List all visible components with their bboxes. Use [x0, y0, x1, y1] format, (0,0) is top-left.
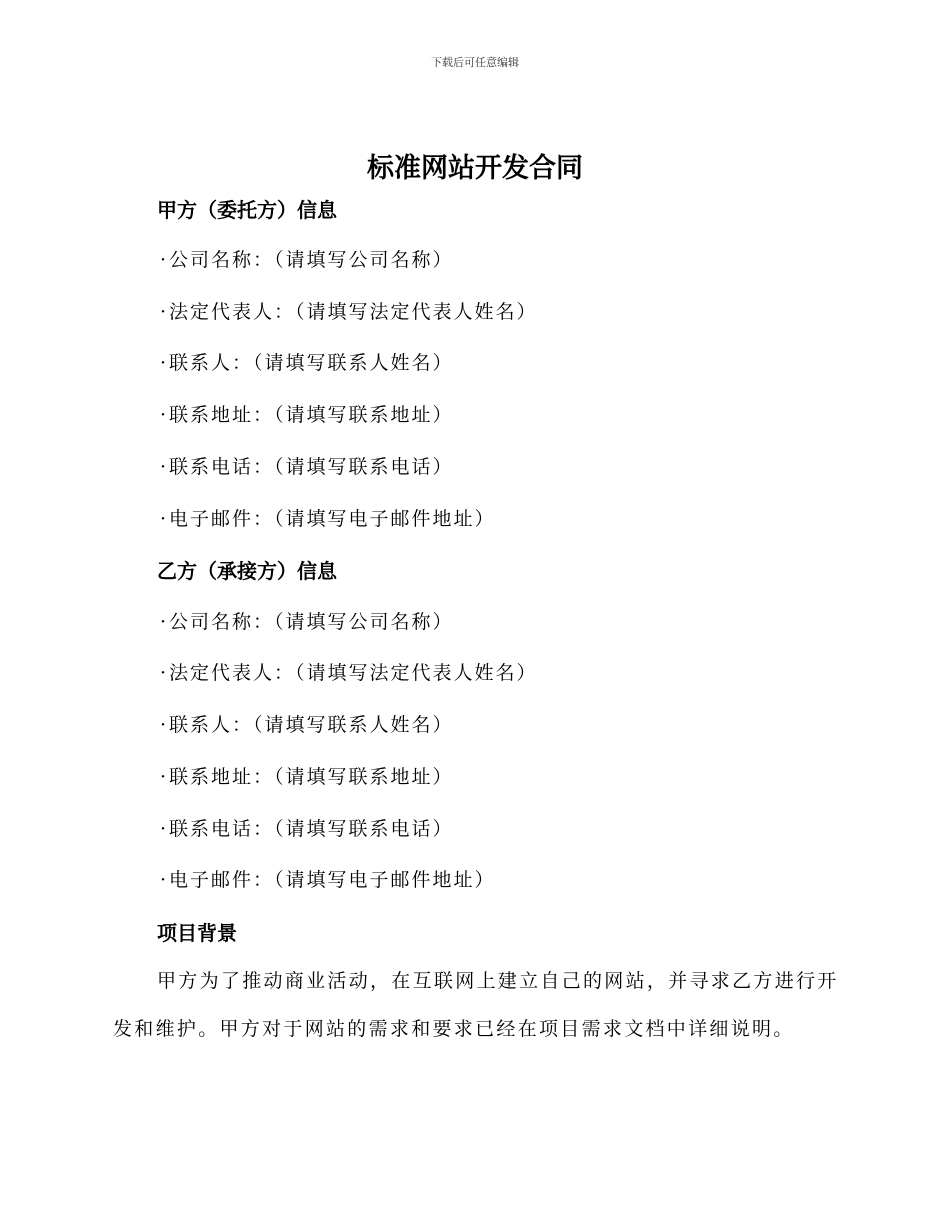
party-a-item [157, 297, 538, 324]
party-a-heading: 甲方（委托方）信息 [157, 198, 337, 222]
background-heading: 项目背景 [157, 921, 237, 945]
bullet-dot: · [159, 869, 167, 891]
party-a-item [157, 245, 454, 272]
bullet-dot: · [159, 766, 167, 788]
bullet-dot: · [159, 456, 167, 478]
party-a-item-text: 公司名称：（请填写公司名称） [169, 249, 454, 271]
party-b-item [157, 607, 454, 634]
party-a-item-text: 法定代表人：（请填写法定代表人姓名） [169, 301, 538, 323]
party-b-item-text: 联系人：（请填写联系人姓名） [169, 714, 454, 736]
party-a-item-text: 电子邮件：（请填写电子邮件地址） [169, 508, 496, 530]
party-a-item-text: 联系电话：（请填写联系电话） [169, 456, 454, 478]
bullet-dot: · [159, 662, 167, 684]
header-note: 下载后可任意编辑 [431, 56, 519, 69]
party-b-item [157, 865, 496, 892]
party-b-item [157, 658, 538, 685]
bullet-dot: · [159, 508, 167, 530]
party-b-item-text: 联系地址：（请填写联系地址） [169, 766, 454, 788]
party-b-item [157, 710, 454, 737]
party-a-item [157, 452, 454, 479]
bullet-dot: · [159, 301, 167, 323]
party-a-item-text: 联系人：（请填写联系人姓名） [169, 352, 454, 374]
party-b-item [157, 814, 454, 841]
party-b-item-text: 电子邮件：（请填写电子邮件地址） [169, 869, 496, 891]
bullet-dot: · [159, 818, 167, 840]
bullet-dot: · [159, 249, 167, 271]
document-title: 标准网站开发合同 [367, 153, 583, 184]
bullet-dot: · [159, 611, 167, 633]
bullet-dot: · [159, 714, 167, 736]
bullet-dot: · [159, 352, 167, 374]
party-a-item [157, 348, 454, 375]
party-b-heading: 乙方（承接方）信息 [157, 559, 337, 583]
party-a-item [157, 504, 496, 531]
bullet-dot: · [159, 404, 167, 426]
party-b-item-text: 公司名称：（请填写公司名称） [169, 611, 454, 633]
party-b-item-text: 联系电话：（请填写联系电话） [169, 818, 454, 840]
party-b-item [157, 762, 454, 789]
party-a-item-text: 联系地址：（请填写联系地址） [169, 404, 454, 426]
party-a-item [157, 400, 454, 427]
background-paragraph: 甲方为了推动商业活动，在互联网上建立自己的网站，并寻求乙方进行开发和维护。甲方对于网站的需求和要求已经在项目需求文档中详细说明。 [113, 970, 839, 1040]
party-b-item-text: 法定代表人：（请填写法定代表人姓名） [169, 662, 538, 684]
